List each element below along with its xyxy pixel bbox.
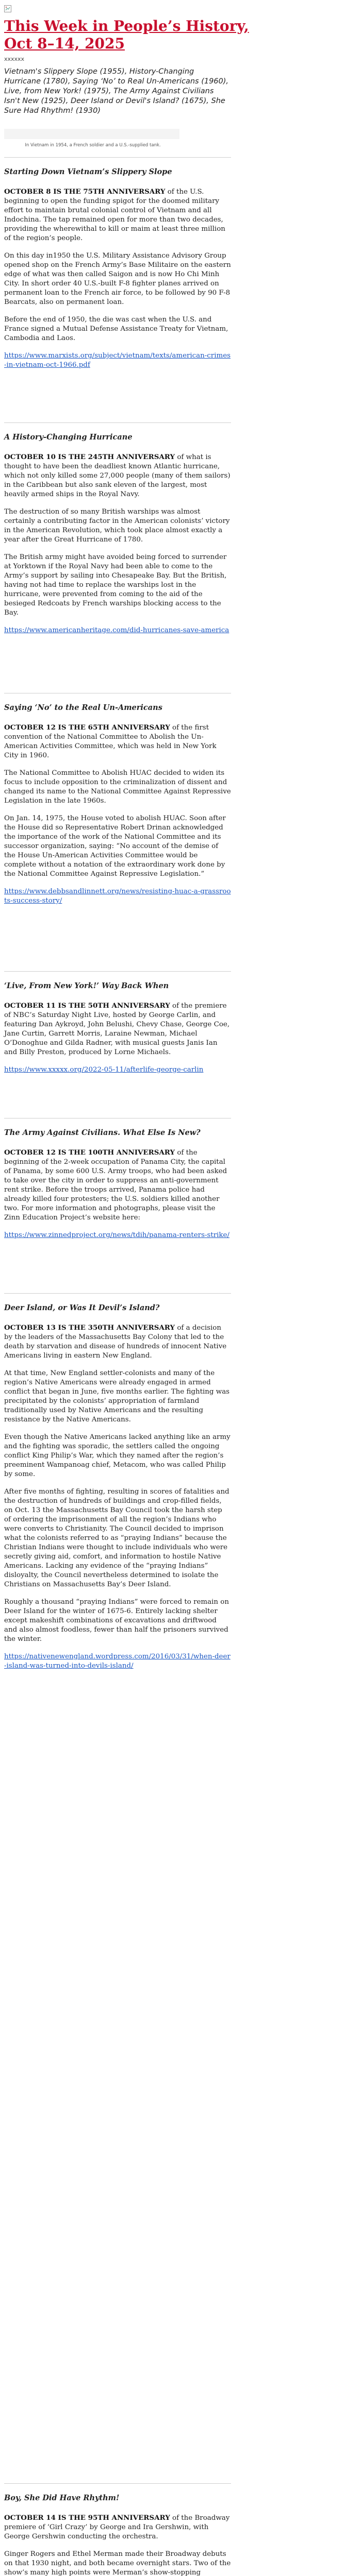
hero-image (4, 129, 179, 139)
article-paragraph (4, 1323, 231, 1361)
source-link[interactable]: https://nativenewengland.wordpress.com/2016/03/31/when-deer-island-was-turned-into-devils-island/ (4, 1653, 231, 1670)
article-paragraph: On Jan. 14, 1975, the House voted to abolish HUAC. Soon after the House did so Representative Robert Drinan acknowledged the importance of the work of the National Committee and its successor organization, saying: “No account of the demise of the House Un-American Activities Committee would be complete without a notation of the extraordinary work done by the National Committee Against Repressive Legislation.” (4, 815, 226, 878)
article-paragraph (4, 723, 231, 760)
article-text: of the Broadway premiere of ‘Girl Crazy’ by George and Ira Gershwin, with George Gershwin conducting the orchestra. (4, 2514, 230, 2540)
article-paragraph: The National Committee to Abolish HUAC decided to widen its focus to include opposition to the criminalization of dissent and changed its name to the National Committee Against Repressive Legislation in the late 1960s. (4, 769, 231, 805)
article-title: The Army Against Civilians. What Else Is New? (4, 1128, 201, 1137)
article-paragraph: Before the end of 1950, the die was cast when the U.S. and France signed a Mutual Defense Assistance Treaty for Vietnam, Cambodia and Laos. (4, 316, 228, 342)
source-link[interactable]: https://www.americanheritage.com/did-hurricanes-save-america (4, 626, 229, 634)
article-paragraph: At that time, New England settler-colonists and many of the region’s Native Americans were already engaged in armed conflict that began in June, five months earlier. The fighting was precipitated by the colonists’ appropriation of farmland traditionally used by Native Americans and the resulting resistance by the Native Americans. (4, 1369, 230, 1423)
article-lead: OCTOBER 13 IS THE 350TH ANNIVERSARY (4, 1324, 175, 1332)
page-title[interactable]: This Week in People’s History, Oct 8–14, 2025 (4, 18, 249, 52)
article-lead: OCTOBER 12 IS THE 65TH ANNIVERSARY (4, 723, 170, 732)
hero-caption: In Vietnam in 1954, a French soldier and a U.S.-supplied tank. (25, 143, 161, 148)
article-text: of the premiere of NBC’s Saturday Night Live, hosted by George Carlin, and featuring Dan Aykroyd, John Belushi, Chevy Chase, George Coe, Jane Curtin, Garrett Morris, Laraine Newman, Michael O’Donoghue and Gilda Radner, with musical guests Janis Ian and Billy Preston, produced by Lorne Michaels. (4, 1002, 230, 1056)
article-title: ‘Live, From New York!’ Way Back When (4, 981, 169, 990)
article-paragraph (4, 2550, 231, 2576)
article-panama (4, 1128, 231, 1248)
article-snl (4, 981, 231, 1083)
article-girl-crazy (4, 2494, 231, 2576)
article-title: Saying ‘No’ to the Real Un-Americans (4, 703, 162, 712)
issue-summary: Vietnam's Slippery Slope (1955), History-Changing Hurricane (1780), Saying ‘No’ to Real Un-Americans (1960), Live, from New York! (1975), The Army Against Civilians Isn't New (1925), Deer Island or Devil's Island? (1675), She Sure Had Rhythm! (1930) (4, 67, 229, 115)
article-text: Ginger Rogers and Ethel Merman made their Broadway debuts on that 1930 night, and both became overnight stars. Two of the show’s many high points were Merman’s show-stopping (4, 2550, 231, 2576)
article-hurricane (4, 433, 231, 643)
source-link[interactable]: https://www.marxists.org/subject/vietnam/texts/american-crimes-in-vietnam-oct-1966.pdf (4, 352, 231, 369)
article-paragraph (4, 2513, 231, 2541)
article-lead: OCTOBER 12 IS THE 100TH ANNIVERSARY (4, 1148, 175, 1157)
article-paragraph (4, 1001, 231, 1057)
article-text: of the first convention of the National Committee to Abolish the Un-American Activities Committee, which was held in New York City in 1960. (4, 724, 217, 759)
divider (4, 971, 231, 972)
article-vietnam (4, 167, 231, 378)
article-source (4, 887, 231, 906)
article-lead: OCTOBER 10 IS THE 245TH ANNIVERSARY (4, 453, 175, 461)
article-text: of what is thought to have been the deadliest known Atlantic hurricane, which not only killed some 27,000 people (many of them sailors) in the Caribbean but also sank eleven of the largest, most heavily armed ships in the Royal Navy. (4, 453, 231, 498)
article-source (4, 1231, 231, 1240)
divider (4, 157, 231, 158)
article-deer-island (4, 1303, 231, 1679)
divider (4, 2483, 231, 2484)
article-paragraph: Roughly a thousand “praying Indians” were forced to remain on Deer Island for the winter of 1675-6. Entirely lacking shelter except makeshift combinations of excavations and driftwood and also almost foodless, fewer than half the prisoners survived the winter. (4, 1598, 229, 1643)
article-title: Deer Island, or Was It Devil’s Island? (4, 1303, 160, 1312)
article-paragraph (4, 187, 231, 243)
article-lead: OCTOBER 14 IS THE 95TH ANNIVERSARY (4, 2514, 170, 2522)
article-paragraph (4, 1148, 231, 1223)
article-lead: OCTOBER 8 IS THE 75TH ANNIVERSARY (4, 188, 166, 196)
article-title: Boy, She Did Have Rhythm! (4, 2494, 120, 2502)
source-link[interactable]: https://www.debbsandlinnett.org/news/resisting-huac-a-grassroots-success-story/ (4, 888, 231, 905)
divider (4, 1293, 231, 1294)
byline: xxxxxx (4, 56, 25, 62)
article-huac (4, 703, 231, 914)
article-source (4, 1652, 231, 1671)
source-link[interactable]: https://www.zinnedproject.org/news/tdih/panama-renters-strike/ (4, 1231, 229, 1239)
article-source (4, 626, 231, 635)
article-paragraph: The destruction of so many British warships was almost certainly a contributing factor in the American colonists’ victory in the American Revolution, which took place almost exactly a year after the Great Hurricane of 1780. (4, 508, 230, 544)
article-title: Starting Down Vietnam’s Slippery Slope (4, 167, 172, 176)
article-paragraph: Even though the Native Americans lacked anything like an army and the fighting was sporadic, the settlers called the ongoing conflict King Philip’s War, which they named after the region’s preeminent Wampanoag chief, Metacom, who was called Philip by some. (4, 1433, 231, 1478)
article-title: A History-Changing Hurricane (4, 433, 133, 442)
newsletter-header (0, 0, 361, 115)
article-paragraph (4, 452, 231, 499)
divider (4, 422, 231, 423)
article-text: of the U.S. beginning to open the funding spigot for the doomed military effort to maintain brutal colonial control of Vietnam and all Indochina. The tap remained open for more than two decades, providing the wherewithal to kill or maim at least three million of the region’s people. (4, 188, 225, 242)
article-paragraph: The British army might have avoided being forced to surrender at Yorktown if the Royal Navy had been able to come to the Army’s support by sailing into Chesapeake Bay. But the British, having not had time to replace the warships lost in the hurricane, were prevented from coming to the aid of the besieged Redcoats by French warships blocking access to the Bay. (4, 553, 227, 617)
article-source (4, 351, 231, 370)
source-link[interactable]: https://www.xxxxx.org/2022-05-11/afterlife-george-carlin (4, 1066, 204, 1074)
article-lead: OCTOBER 11 IS THE 50TH ANNIVERSARY (4, 1002, 170, 1010)
broken-image-icon (4, 5, 11, 12)
article-text: of the beginning of the 2-week occupation of Panama City, the capital of Panama, by some 600 U.S. Army troops, who had been asked to take over the city in order to suppress an anti-government rent strike. Before the troops arrived, Panama police had already killed four protesters; the U.S. soldiers killed another two. For more information and photographs, please visit the Zinn Education Project’s website here: (4, 1149, 227, 1222)
article-paragraph: After five months of fighting, resulting in scores of fatalities and the destruction of hundreds of buildings and crop-filled fields, on Oct. 13 the Massachusetts Bay Council took the harsh step of ordering the imprisonment of all the region’s Indians who were converts to Christianity. The Council decided to imprison what the colonists referred to as “praying Indians” because the Christian Indians were thought to include individuals who were secretly giving aid, comfort, and information to hostile Native Americans. Lacking any evidence of the “praying Indians” disloyalty, the Council nevertheless determined to isolate the Christians on Massachusetts Bay’s Deer Island. (4, 1488, 229, 1588)
article-source (4, 1065, 231, 1075)
article-paragraph: On this day in1950 the U.S. Military Assistance Advisory Group opened shop on the French Army’s Base Militaire on the eastern edge of what was then called Saigon and is now Ho Chi Minh City. In short order 40 U.S.-built F-8 fighter planes arrived on permanent loan to the French air force, to be followed by 90 F-8 Bearcats, also on permanent loan. (4, 252, 231, 306)
article-text: of a decision by the leaders of the Massachusetts Bay Colony that led to the death by starvation and disease of hundreds of innocent Native Americans living in eastern New England. (4, 1324, 227, 1360)
